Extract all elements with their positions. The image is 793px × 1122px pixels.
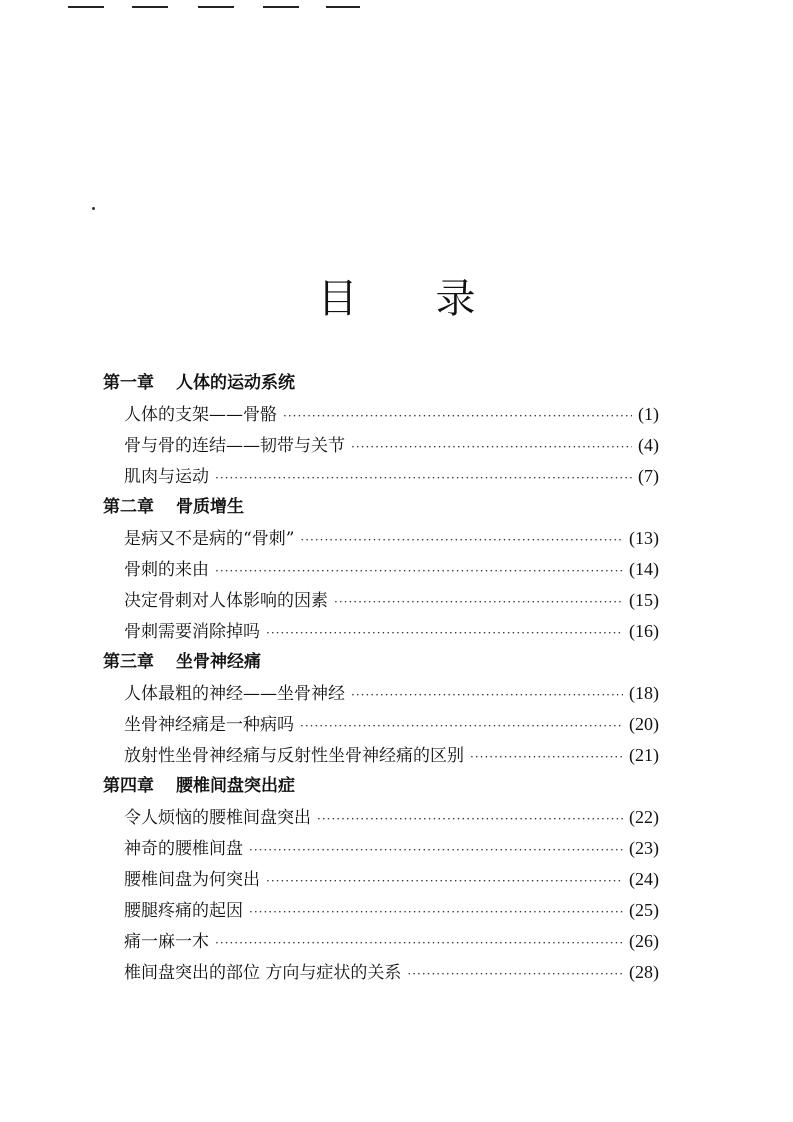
toc-entry[interactable] xyxy=(103,957,659,988)
entry-title: 坐骨神经痛是一种病吗 xyxy=(124,715,294,735)
chapter-number: 第二章 xyxy=(103,497,154,517)
entry-title: 椎间盘突出的部位 方向与症状的关系 xyxy=(124,963,402,983)
chapter-heading xyxy=(103,771,659,802)
toc-entry[interactable] xyxy=(103,926,659,957)
dot-leader xyxy=(215,928,623,959)
entry-page-number: (14) xyxy=(629,559,659,579)
entry-page-number: (15) xyxy=(629,590,659,610)
page-title: 目录 xyxy=(317,275,554,322)
toc-entry[interactable] xyxy=(103,709,659,740)
dot-leader xyxy=(300,525,623,556)
table-of-contents xyxy=(103,368,659,988)
header-rule xyxy=(198,6,234,8)
entry-page-number: (22) xyxy=(629,807,659,827)
toc-entry[interactable] xyxy=(103,740,659,771)
entry-title: 腰腿疼痛的起因 xyxy=(124,901,243,921)
dot-leader xyxy=(317,804,623,835)
toc-entry[interactable] xyxy=(103,895,659,926)
scan-speck xyxy=(92,207,95,210)
toc-entry[interactable] xyxy=(103,678,659,709)
dot-leader xyxy=(249,897,623,928)
entry-title: 是病又不是病的“骨刺” xyxy=(124,529,295,549)
entry-page-number: (13) xyxy=(629,528,659,548)
entry-title: 腰椎间盘为何突出 xyxy=(124,870,260,890)
entry-title: 痛一麻一木 xyxy=(124,932,209,952)
entry-title: 骨刺的来由 xyxy=(124,560,209,580)
toc-entry[interactable] xyxy=(103,833,659,864)
chapter-name: 骨质增生 xyxy=(176,497,244,517)
entry-page-number: (16) xyxy=(629,621,659,641)
dot-leader xyxy=(266,866,623,897)
entry-title: 神奇的腰椎间盘 xyxy=(124,839,243,859)
entry-page-number: (1) xyxy=(638,404,659,424)
dot-leader xyxy=(351,432,632,463)
chapter-number: 第一章 xyxy=(103,373,154,393)
entry-page-number: (28) xyxy=(629,962,659,982)
entry-page-number: (20) xyxy=(629,714,659,734)
header-rules xyxy=(60,0,380,10)
chapter-heading xyxy=(103,492,659,523)
dot-leader xyxy=(407,959,623,990)
entry-page-number: (24) xyxy=(629,869,659,889)
entry-page-number: (18) xyxy=(629,683,659,703)
header-rule xyxy=(326,6,360,8)
entry-page-number: (21) xyxy=(629,745,659,765)
entry-title: 骨刺需要消除掉吗 xyxy=(124,622,260,642)
entry-page-number: (23) xyxy=(629,838,659,858)
chapter-heading xyxy=(103,368,659,399)
entry-title: 人体的支架——骨骼 xyxy=(124,405,277,425)
toc-entry[interactable] xyxy=(103,554,659,585)
dot-leader xyxy=(300,711,623,742)
entry-title: 人体最粗的神经——坐骨神经 xyxy=(124,684,345,704)
toc-entry[interactable] xyxy=(103,802,659,833)
entry-page-number: (4) xyxy=(638,435,659,455)
dot-leader xyxy=(215,463,632,494)
entry-page-number: (26) xyxy=(629,931,659,951)
toc-entry[interactable] xyxy=(103,461,659,492)
chapter-heading xyxy=(103,647,659,678)
dot-leader xyxy=(266,618,623,649)
header-rule xyxy=(68,6,104,8)
toc-entry[interactable] xyxy=(103,585,659,616)
dot-leader xyxy=(283,401,632,432)
toc-entry[interactable] xyxy=(103,616,659,647)
entry-page-number: (25) xyxy=(629,900,659,920)
dot-leader xyxy=(334,587,623,618)
dot-leader xyxy=(249,835,623,866)
entry-title: 决定骨刺对人体影响的因素 xyxy=(124,591,328,611)
entry-title: 骨与骨的连结——韧带与关节 xyxy=(124,436,345,456)
entry-title: 令人烦恼的腰椎间盘突出 xyxy=(124,808,311,828)
toc-entry[interactable] xyxy=(103,864,659,895)
toc-entry[interactable] xyxy=(103,523,659,554)
entry-title: 肌肉与运动 xyxy=(124,467,209,487)
entry-title: 放射性坐骨神经痛与反射性坐骨神经痛的区别 xyxy=(124,746,464,766)
dot-leader xyxy=(470,742,623,773)
toc-entry[interactable] xyxy=(103,399,659,430)
toc-entry[interactable] xyxy=(103,430,659,461)
chapter-number: 第四章 xyxy=(103,776,154,796)
header-rule xyxy=(263,6,299,8)
chapter-name: 人体的运动系统 xyxy=(176,373,295,393)
header-rule xyxy=(132,6,168,8)
dot-leader xyxy=(215,556,623,587)
chapter-name: 腰椎间盘突出症 xyxy=(176,776,295,796)
entry-page-number: (7) xyxy=(638,466,659,486)
chapter-number: 第三章 xyxy=(103,652,154,672)
chapter-name: 坐骨神经痛 xyxy=(176,652,261,672)
dot-leader xyxy=(351,680,623,711)
